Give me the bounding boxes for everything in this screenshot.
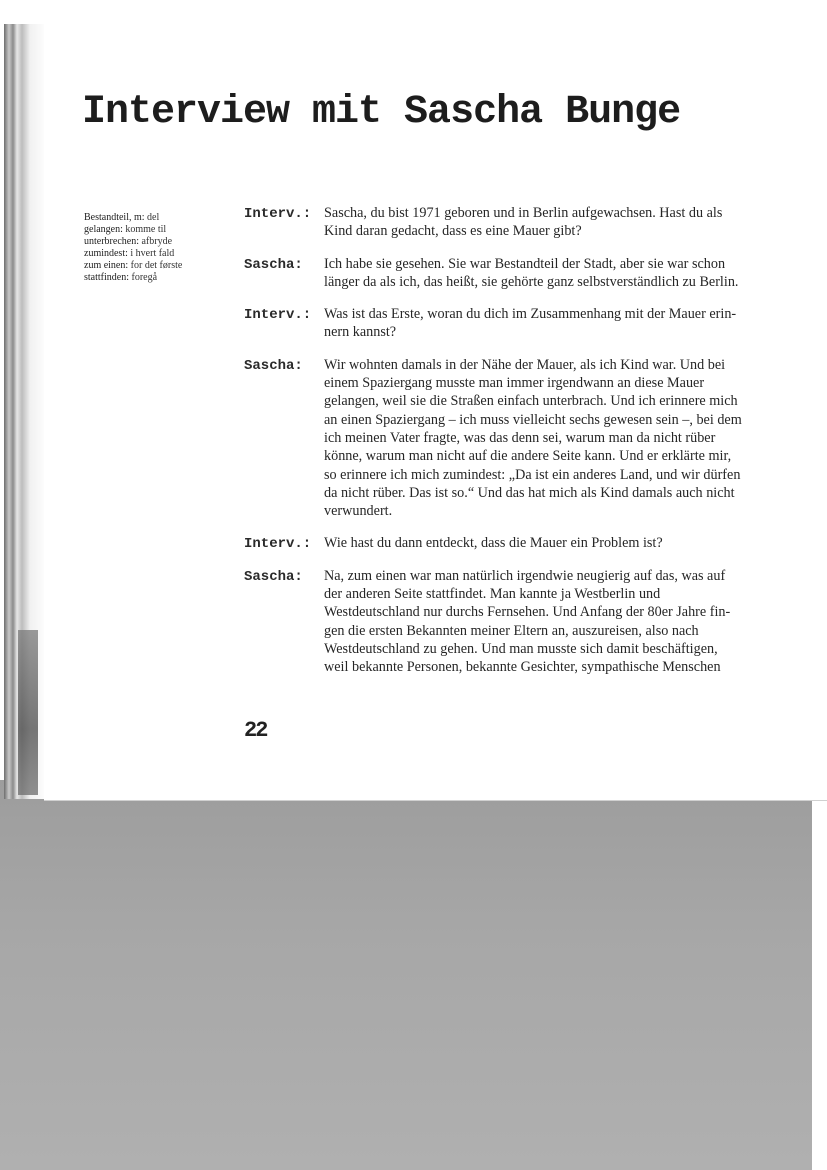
page-title: Interview mit Sascha Bunge — [82, 90, 681, 135]
dialogue-text — [324, 204, 804, 241]
dialogue-text — [324, 255, 804, 292]
text-line: gelangen, weil sie die Straßen einfach unterbrach. Und ich erinnere mich — [324, 393, 738, 410]
interview-dialogue — [244, 204, 804, 677]
speaker-label: Sascha: — [244, 568, 303, 585]
text-line: verwundert. — [324, 503, 393, 520]
text-line: Ich habe sie gesehen. Sie war Bestandteil der Stadt, aber sie war schon — [324, 255, 726, 272]
scanner-edge — [812, 790, 827, 1170]
glossary-item: stattfinden: foregå — [84, 272, 158, 283]
dialogue-entry — [244, 567, 804, 677]
text-line: weil bekannte Personen, bekannte Gesichter, sympathische Menschen — [324, 659, 721, 676]
text-line: so erinnere ich mich zumindest: „Da ist ein anderes Land, und wir dürfen — [324, 466, 741, 483]
scanner-background — [0, 780, 812, 1170]
glossary — [84, 212, 224, 284]
text-line: ich meinen Vater fragte, was das denn sei, warum man da nicht rüber — [324, 429, 716, 446]
text-line: der anderen Seite stattfindet. Man kannte ja Westberlin und — [324, 586, 661, 603]
text-line: Westdeutschland zu gehen. Und man musste sich damit beschäftigen, — [324, 640, 718, 657]
glossary-item: zumindest: i hvert fald — [84, 248, 175, 259]
speaker-label: Sascha: — [244, 256, 303, 273]
page-number: 22 — [244, 718, 267, 743]
dialogue-entry — [244, 305, 804, 342]
glossary-item: zum einen: for det første — [84, 260, 183, 271]
text-line: nern kannst? — [324, 324, 397, 341]
text-line: Kind daran gedacht, dass es eine Mauer gibt? — [324, 223, 582, 240]
glossary-item: unterbrechen: afbryde — [84, 236, 173, 247]
dialogue-text — [324, 534, 804, 552]
dialogue-text — [324, 356, 804, 521]
dialogue-text — [324, 567, 804, 677]
speaker-label: Sascha: — [244, 357, 303, 374]
glossary-item: Bestandteil, m: del — [84, 212, 160, 223]
text-line: Was ist das Erste, woran du dich im Zusammenhang mit der Mauer erin- — [324, 306, 737, 323]
text-line: einem Spaziergang musste man immer irgendwann an diese Mauer — [324, 375, 705, 392]
text-line: gen die ersten Bekannten meiner Eltern an, auszureisen, also nach — [324, 622, 699, 639]
speaker-label: Interv.: — [244, 307, 312, 324]
dialogue-entry — [244, 534, 804, 552]
dialogue-entry — [244, 204, 804, 241]
glossary-item: gelangen: komme til — [84, 224, 167, 235]
dialogue-text — [324, 305, 804, 342]
text-line: könne, warum man nicht auf die andere Seite kann. Und er erklärte mir, — [324, 448, 732, 465]
book-spine-shadow — [18, 630, 38, 795]
text-line: Wie hast du dann entdeckt, dass die Mauer ein Problem ist? — [324, 535, 663, 552]
dialogue-entry — [244, 356, 804, 521]
dialogue-entry — [244, 255, 804, 292]
text-line: da nicht rüber. Das ist so.“ Und das hat mich als Kind damals auch nicht — [324, 484, 735, 501]
text-line: Na, zum einen war man natürlich irgendwie neugierig auf das, was auf — [324, 567, 726, 584]
speaker-label: Interv.: — [244, 536, 312, 553]
text-line: Wir wohnten damals in der Nähe der Mauer, als ich Kind war. Und bei — [324, 356, 726, 373]
speaker-label: Interv.: — [244, 206, 312, 222]
text-line: an einen Spaziergang – ich muss vielleicht sechs gewesen sein –, bei dem — [324, 411, 742, 428]
text-line: länger da als ich, das heißt, sie gehörte ganz selbstverständlich zu Berlin. — [324, 273, 739, 290]
text-line: Sascha, du bist 1971 geboren und in Berlin aufgewachsen. Hast du als — [324, 205, 723, 221]
text-line: Westdeutschland nur durchs Fernsehen. Und Anfang der 80er Jahre fin- — [324, 604, 731, 621]
